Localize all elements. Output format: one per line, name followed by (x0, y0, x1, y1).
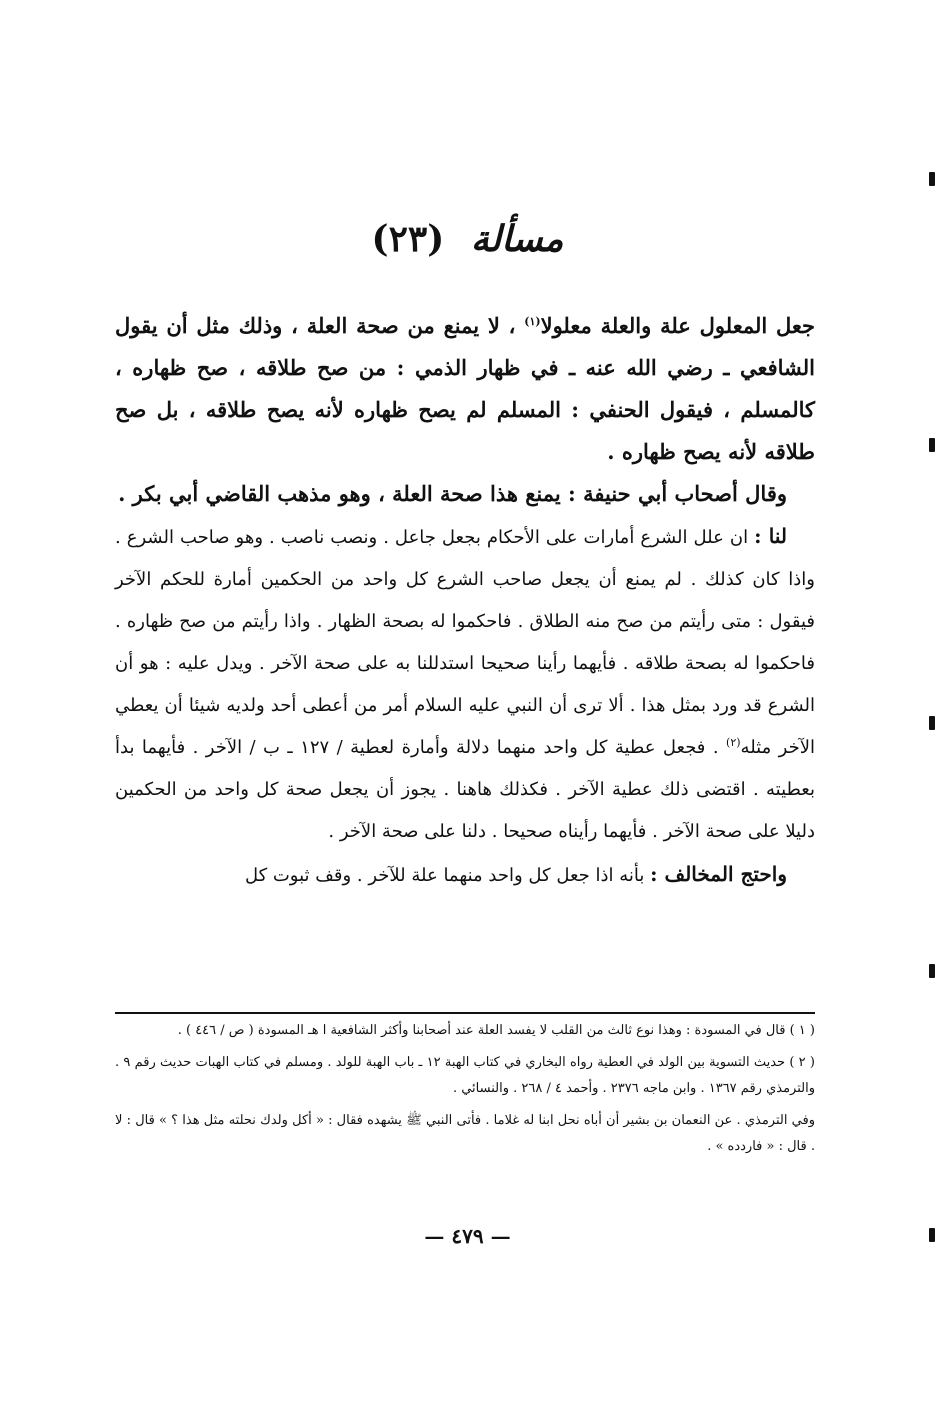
our-view-text-a: ان علل الشرع أمارات على الأحكام بجعل جاعل . ونصب ناصب . وهو صاحب الشرع . واذا كان كذلك . لم يمنع أن يجعل صاحب الشرع كل واحد من الحكمين أمارة للحكم الآخر فيقول : متى رأيتم من صح منه الطلاق . فاحكموا له بصحة الظهار . واذا رأيتم من صح ظهاره . فاحكموا له بصحة طلاقه . فأيهما رأينا صحيحا استدللنا به على صحة الآخر . ويدل عليه : هو أن الشرع قد ورد بمثل هذا . ألا ترى أن النبي عليه السلام أمر من أعطى أحد ولديه شيئا أن يعطي الآخر مثله (115, 527, 815, 758)
heading-word: مسألة (470, 218, 564, 260)
footnote-divider (115, 1012, 815, 1014)
margin-mark (929, 438, 935, 452)
opponent-lead: واحتج المخالف : (650, 862, 787, 886)
main-text (115, 305, 815, 897)
intro-text-a: جعل المعلول علة والعلة معلولا (540, 313, 816, 338)
footnote-2: ( ٢ ) حديث التسوية بين الولد في العطية رواه البخاري في كتاب الهبة ١٢ ـ باب الهبة للولد . ومسلم في كتاب الهبات حديث رقم ٩ . والترمذي رقم ١٣٦٧ . وابن ماجه ٢٣٧٦ . وأحمد ٤ / ٢٦٨ . والنسائي . (115, 1055, 815, 1096)
footnote-ref-2: (٢) (726, 736, 741, 749)
opponent-text: بأنه اذا جعل كل واحد منهما علة للآخر . وقف ثبوت كل (244, 865, 645, 886)
footnote-ref-1: (١) (524, 315, 541, 328)
margin-mark (929, 172, 935, 186)
our-view-text-b: . فجعل عطية كل واحد منهما دلالة وأمارة لعطية / ١٢٧ ـ ب / الآخر . فأيهما بدأ بعطيته . اقتضى ذلك عطية الآخر . فكذلك هاهنا . يجوز أن يجعل صحة كل واحد من الحكمين دليلا على صحة الآخر . فأيهما رأيناه صحيحا . دلنا على صحة الآخر . (115, 737, 815, 842)
opponent-paragraph (115, 853, 815, 897)
footnotes (115, 1018, 815, 1166)
hanafi-paragraph: وقال أصحاب أبي حنيفة : يمنع هذا صحة العلة ، وهو مذهب القاضي أبي بكر . (118, 481, 787, 506)
footnote-2-continued: وفي الترمذي . عن النعمان بن بشير أن أباه نحل ابنا له غلاما . فأتى النبي ﷺ يشهده فقال : « أكل ولدك نحلته مثل هذا ؟ » قال : لا . قال : « فاردده » . (115, 1113, 815, 1154)
page-number: — ٤٧٩ — (424, 1224, 511, 1248)
margin-mark (929, 964, 935, 978)
footnote-1: ( ١ ) قال في المسودة : وهذا نوع ثالث من القلب لا يفسد العلة عند أصحابنا وأكثر الشافعية ا هـ المسودة ( ص / ٤٤٦ ) . (177, 1023, 815, 1038)
intro-text-b: ، لا يمنع من صحة العلة ، وذلك مثل أن يقول الشافعي ـ رضي الله عنه ـ في ظهار الذمي : من صح طلاقه ، صح ظهاره ، كالمسلم ، فيقول الحنفي : المسلم لم يصح ظهاره لأنه يصح طلاقه ، بل صح طلاقه لأنه يصح ظهاره . (115, 313, 815, 464)
section-heading (0, 218, 935, 260)
our-view-paragraph (115, 515, 815, 853)
our-view-lead: لنا : (754, 524, 787, 548)
heading-number: (٢٣) (371, 218, 445, 260)
margin-mark (929, 716, 935, 730)
intro-paragraph (115, 305, 815, 473)
